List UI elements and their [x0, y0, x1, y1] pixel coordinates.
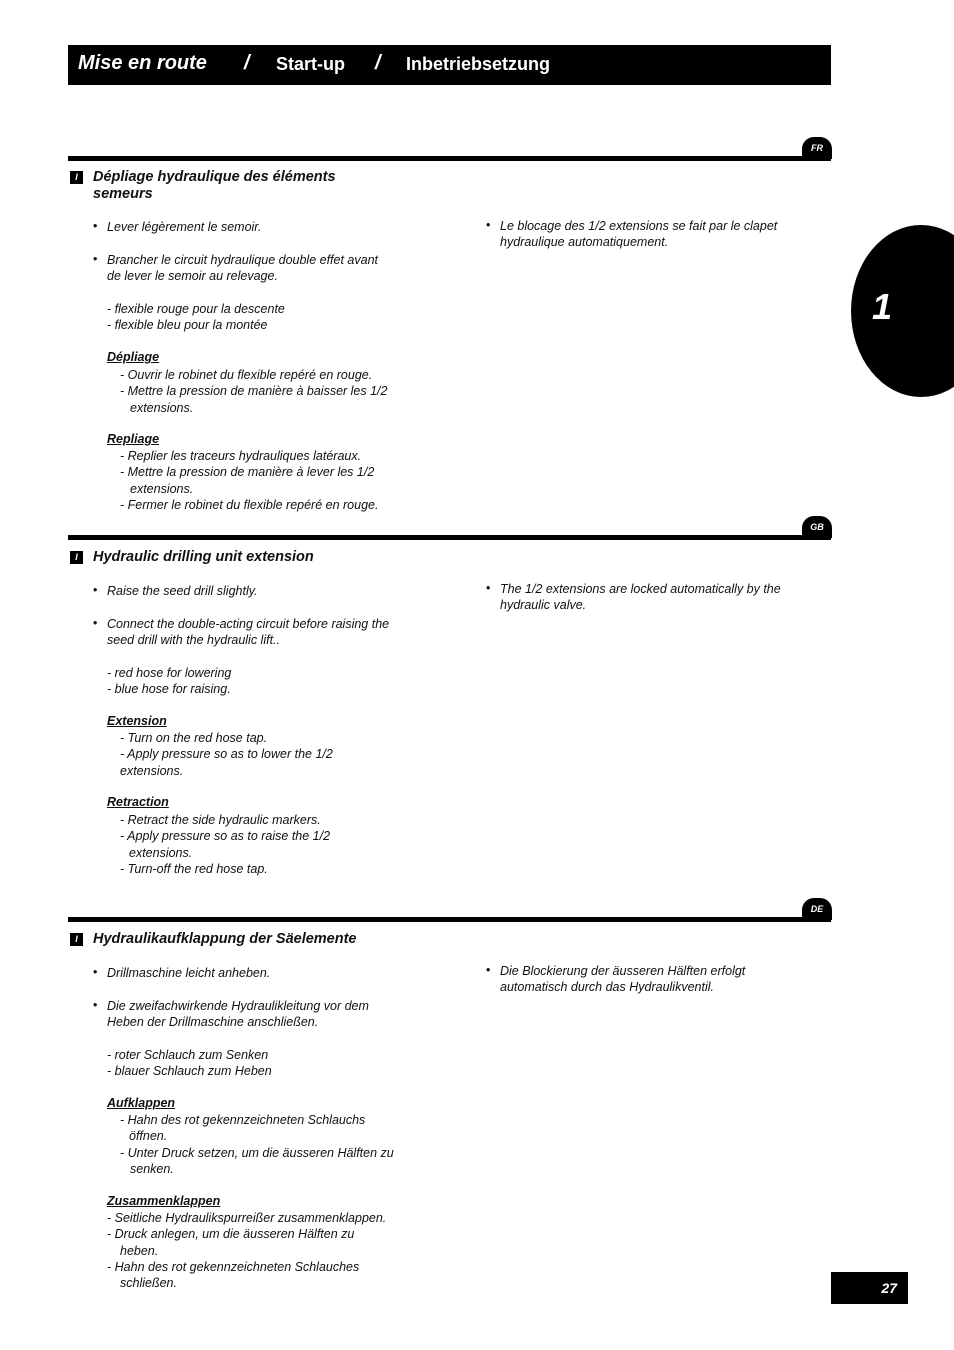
header-separator: / [375, 52, 381, 74]
subheading: Aufklappen [107, 1096, 176, 1110]
note-text [500, 581, 781, 614]
language-tab-de: DE [802, 898, 832, 920]
step-text: Lever légèrement le semoir. [107, 220, 262, 234]
text-line: Heben der Drillmaschine anschließen. [107, 1015, 319, 1030]
text-line: seed drill with the hydraulic lift.. [107, 633, 280, 648]
section-rule [68, 535, 831, 540]
header-separator: / [244, 52, 250, 74]
text-line: - Druck anlegen, um die äusseren Hälften zu [107, 1227, 355, 1242]
hose-item: - flexible rouge pour la descente [107, 302, 285, 316]
step-text [107, 616, 389, 649]
section-title-fr [93, 169, 336, 203]
subheading: Zusammenklappen [107, 1194, 221, 1208]
text-line: schließen. [120, 1276, 177, 1291]
section-title-gb: Hydraulic drilling unit extension [93, 549, 314, 565]
text-line: heben. [120, 1243, 159, 1258]
header-bar [68, 45, 831, 85]
bullet-icon: • [486, 581, 491, 595]
hose-item: - red hose for lowering [107, 666, 232, 680]
hose-list [107, 301, 285, 334]
step-text: Drillmaschine leicht anheben. [107, 966, 271, 980]
hose-item: - flexible bleu pour la montée [107, 318, 268, 333]
header-title-de: Inbetriebsetzung [406, 54, 551, 74]
bullet-icon: • [93, 252, 98, 266]
procedure-steps [120, 367, 388, 416]
bullet-icon: • [486, 963, 491, 977]
text-line: Die Blockierung der äusseren Hälften erfolgt [500, 964, 746, 978]
text-line: - Hahn des rot gekennzeichneten Schlauches [107, 1259, 360, 1274]
procedure-steps [120, 448, 378, 513]
text-line: de lever le semoir au relevage. [107, 269, 278, 284]
step-text [107, 252, 378, 285]
hose-list [107, 665, 231, 698]
hose-list [107, 1047, 272, 1080]
section-marker: I [70, 933, 83, 946]
procedure-steps [120, 812, 330, 877]
text-line: extensions. [129, 845, 193, 860]
bullet-icon: • [93, 616, 98, 630]
text-line: - Turn-off the red hose tap. [120, 861, 268, 876]
text-line: - Turn on the red hose tap. [120, 731, 268, 745]
text-line: - Apply pressure so as to lower the 1/2 [120, 747, 333, 762]
section-rule [68, 917, 831, 922]
step-text [107, 998, 369, 1031]
step-text: Raise the seed drill slightly. [107, 584, 258, 598]
text-line: The 1/2 extensions are locked automatically by the [500, 582, 781, 596]
subheading: Retraction [107, 795, 169, 809]
header-title-fr: Mise en route [78, 52, 207, 74]
section-rule [68, 156, 831, 161]
text-line: hydraulique automatiquement. [500, 235, 669, 250]
language-tab-fr: FR [802, 137, 832, 159]
note-text [500, 963, 745, 996]
section-title-line: Dépliage hydraulique des éléments [93, 169, 336, 185]
text-line: Brancher le circuit hydraulique double effet avant [107, 253, 378, 267]
subheading: Extension [107, 714, 167, 728]
text-line: - Mettre la pression de manière à baisser les 1/2 [120, 384, 388, 399]
text-line: - Apply pressure so as to raise the 1/2 [120, 829, 331, 844]
text-line: - Ouvrir le robinet du flexible repéré en rouge. [120, 368, 373, 382]
section-marker: I [70, 551, 83, 564]
text-line: Connect the double-acting circuit before raising the [107, 617, 390, 631]
bullet-icon: • [93, 965, 98, 979]
chapter-tab [851, 225, 954, 397]
text-line: - Fermer le robinet du flexible repéré en rouge. [120, 497, 379, 512]
note-text [500, 218, 777, 251]
procedure-steps [107, 1210, 386, 1291]
text-line: - Seitliche Hydraulikspurreißer zusammenklappen. [107, 1211, 387, 1225]
text-line: extensions. [130, 481, 194, 496]
text-line: - Retract the side hydraulic markers. [120, 813, 321, 827]
text-line: Die zweifachwirkende Hydraulikleitung vor dem [107, 999, 369, 1013]
text-line: extensions. [120, 763, 184, 778]
text-line: hydraulic valve. [500, 598, 587, 613]
hose-item: - blue hose for raising. [107, 682, 231, 697]
text-line: - Mettre la pression de manière à lever les 1/2 [120, 465, 375, 480]
bullet-icon: • [93, 998, 98, 1012]
section-title-line: semeurs [93, 186, 153, 202]
bullet-icon: • [93, 583, 98, 597]
text-line: extensions. [130, 400, 194, 415]
hose-item: - roter Schlauch zum Senken [107, 1048, 269, 1062]
language-tab-gb: GB [802, 516, 832, 538]
section-title-de: Hydraulikaufklappung der Säelemente [93, 931, 357, 947]
page-number: 27 [881, 1280, 897, 1296]
text-line: Le blocage des 1/2 extensions se fait par le clapet [500, 219, 778, 233]
header-title-gb: Start-up [276, 54, 345, 74]
procedure-steps [120, 1112, 394, 1177]
text-line: - Unter Druck setzen, um die äusseren Hälften zu [120, 1145, 394, 1160]
bullet-icon: • [486, 218, 491, 232]
page-number-box [831, 1272, 908, 1304]
chapter-number: 1 [872, 286, 893, 327]
bullet-icon: • [93, 219, 98, 233]
subheading: Repliage [107, 432, 160, 446]
text-line: - Hahn des rot gekennzeichneten Schlauchs [120, 1113, 366, 1127]
hose-item: - blauer Schlauch zum Heben [107, 1064, 272, 1079]
text-line: senken. [130, 1161, 174, 1176]
text-line: - Replier les traceurs hydrauliques latéraux. [120, 449, 362, 463]
text-line: öffnen. [129, 1129, 168, 1144]
subheading: Dépliage [107, 350, 160, 364]
section-marker: I [70, 171, 83, 184]
text-line: automatisch durch das Hydraulikventil. [500, 980, 714, 995]
procedure-steps [120, 730, 333, 779]
